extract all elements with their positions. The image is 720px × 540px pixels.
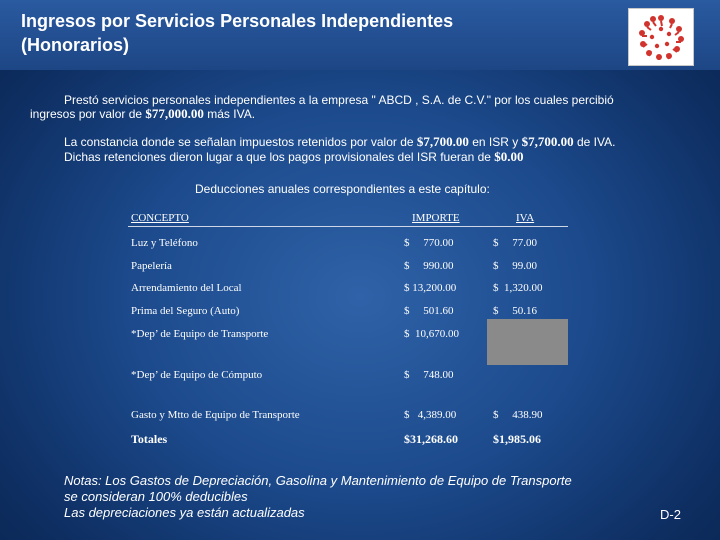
row-importe: $ 990.00 (404, 260, 454, 272)
row-concepto: Arrendamiento del Local (131, 282, 242, 294)
row-concepto: *Dep’ de Equipo de Transporte (131, 328, 269, 340)
totals-label: Totales (131, 432, 168, 446)
isr-retention-amount: $7,700.00 (416, 134, 469, 149)
red-figures-circle-logo-icon (628, 8, 694, 66)
page-number: D-2 (660, 507, 681, 522)
row-iva: $ 77.00 (493, 237, 537, 249)
iva-retention-amount: $7,700.00 (521, 134, 574, 149)
retention-paragraph-line-2 (64, 150, 524, 164)
income-amount: $77,000.00 (145, 106, 204, 121)
title-line-1: Ingresos por Servicios Personales Independientes (21, 11, 454, 31)
title-line-2: (Honorarios) (21, 35, 129, 55)
row-importe: $ 10,670.00 (404, 328, 459, 340)
totals-iva: $1,985.06 (493, 432, 541, 446)
notes (64, 473, 572, 521)
intro-paragraph-line-1: Prestó servicios personales independientes a la empresa " ABCD , S.A. de C.V." por los cuales percibió (64, 93, 614, 107)
retention-text-c: de IVA. (576, 135, 616, 149)
row-importe: $ 501.60 (404, 305, 454, 317)
row-concepto: *Dep’ de Equipo de Cómputo (131, 369, 263, 381)
notes-line-3: Las depreciaciones ya están actualizadas (64, 505, 305, 520)
retention-text-d: Dichas retenciones dieron lugar a que los pagos provisionales del ISR fueran de (64, 150, 491, 164)
intro-text: ingresos por valor de (30, 107, 143, 121)
retention-text-a: La constancia donde se señalan impuestos retenidos por valor de (64, 135, 414, 149)
row-iva: $ 99.00 (493, 260, 537, 272)
row-concepto: Luz y Teléfono (131, 237, 198, 249)
isr-payments-amount: $0.00 (494, 149, 524, 164)
iva-empty-cell-box (487, 319, 568, 365)
row-importe: $ 4,389.00 (404, 409, 457, 421)
row-iva: $ 438.90 (493, 409, 543, 421)
retention-text-b: en ISR y (472, 135, 519, 149)
header-concepto: CONCEPTO (131, 212, 189, 224)
row-importe: $ 13,200.00 (404, 282, 457, 294)
page-title (21, 9, 453, 57)
row-concepto: Prima del Seguro (Auto) (131, 305, 240, 317)
retention-paragraph-line-1 (64, 135, 615, 149)
row-concepto: Papelería (131, 260, 172, 272)
row-concepto: Gasto y Mtto de Equipo de Transporte (131, 409, 300, 421)
notes-line-2: se consideran 100% deducibles (64, 489, 248, 504)
row-iva: $ 1,320.00 (493, 282, 543, 294)
header-importe: IMPORTE (412, 212, 460, 224)
totals-importe: $31,268.60 (404, 432, 458, 446)
intro-suffix: más IVA. (207, 107, 256, 121)
deductions-heading: Deducciones anuales correspondientes a este capítulo: (195, 182, 490, 196)
intro-paragraph-line-2 (30, 107, 255, 121)
notes-line-1: Notas: Los Gastos de Depreciación, Gasolina y Mantenimiento de Equipo de Transporte (64, 473, 572, 488)
header-iva: IVA (516, 212, 535, 224)
row-importe: $ 748.00 (404, 369, 454, 381)
table-header-divider (128, 226, 568, 227)
row-iva: $ 50.16 (493, 305, 537, 317)
row-importe: $ 770.00 (404, 237, 454, 249)
